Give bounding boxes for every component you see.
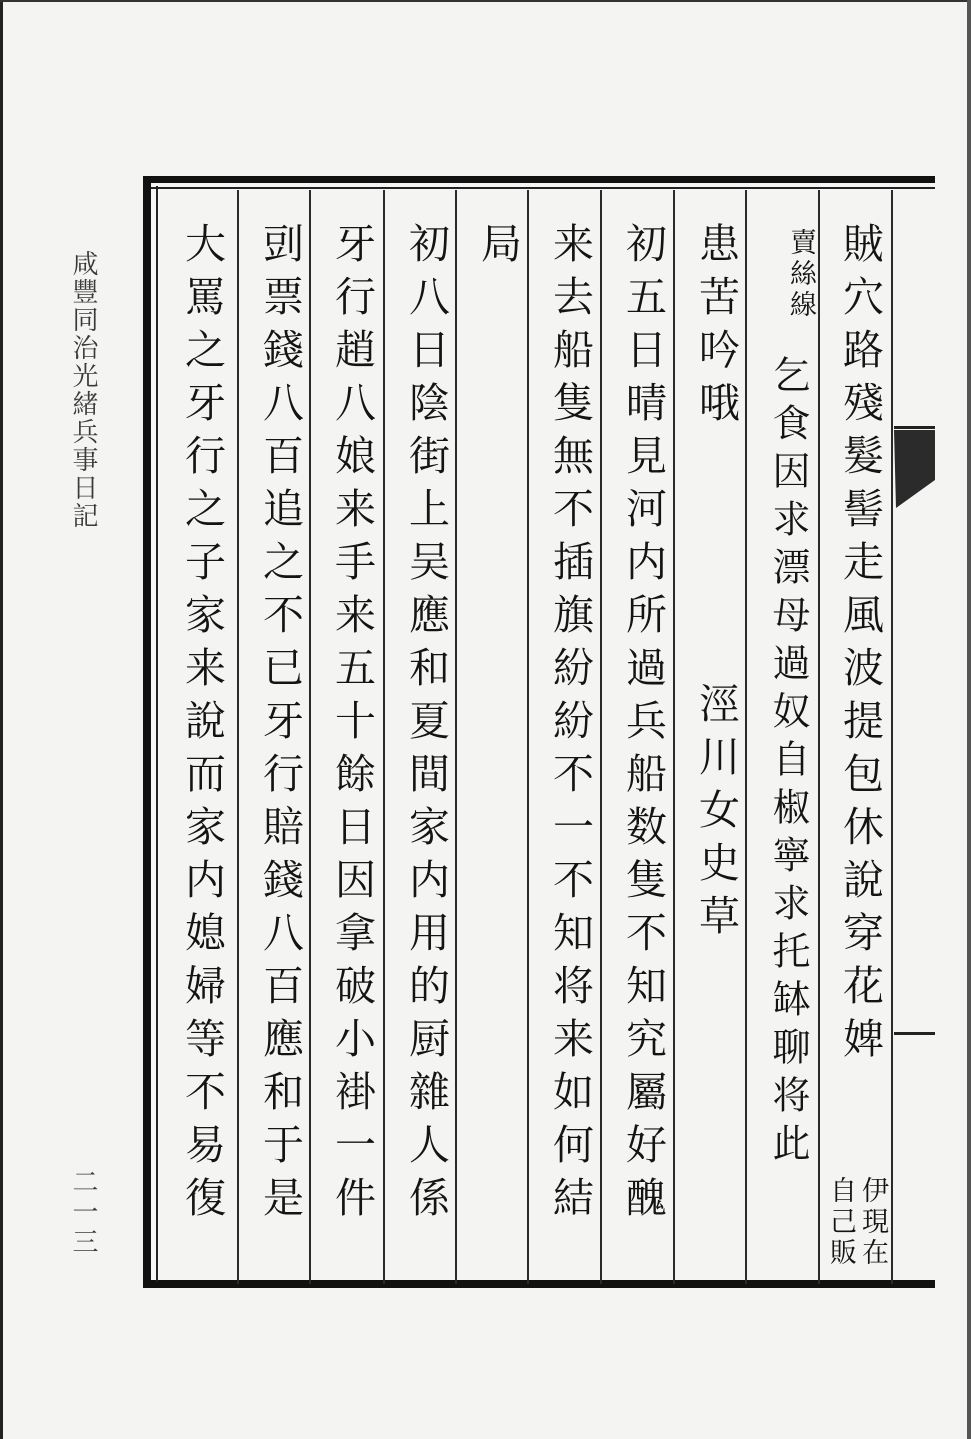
column-rule <box>600 190 602 1284</box>
text-column-8: 牙行趙八娘来手来五十餘日因拿破小褂一件 <box>328 222 376 1229</box>
text-column-3: 患苦吟哦 <box>692 222 740 434</box>
annotation-note: 賣絲線 <box>785 228 816 321</box>
column-rule <box>673 190 675 1284</box>
text-column-2: 乞食因求漂母過奴自椒寧求托缽聊将此 <box>766 355 810 1171</box>
text-column-10: 大罵之牙行之子家来說而家内媳婦等不易復 <box>178 222 226 1229</box>
column-rule <box>237 190 239 1284</box>
page-number: 二一三 <box>68 1168 98 1258</box>
annotation-note: 伊現在自己販 <box>825 1176 888 1269</box>
attribution: 涇川女史草 <box>692 682 740 947</box>
page-edge <box>0 0 3 1439</box>
text-column-4: 初五日晴見河内所過兵船数隻不知究屬好醜 <box>619 222 667 1229</box>
text-column-5: 来去船隻無不插旗紛紛不一不知将来如何結 <box>546 222 594 1229</box>
book-title: 咸豐同治光緒兵事日記 <box>68 250 98 530</box>
text-column-1: 賊穴路殘髮髻走風波提包休說穿花婢 <box>836 222 884 1070</box>
fishtail-rule-bottom <box>894 1032 935 1035</box>
frame-border-top-inner <box>143 187 935 189</box>
page-edge-top <box>0 0 971 2</box>
page-edge-right <box>967 0 971 1439</box>
column-rule <box>383 190 385 1284</box>
column-rule <box>891 190 893 1284</box>
text-column-7: 初八日陰街上吴應和夏間家内用的厨雜人係 <box>402 222 450 1229</box>
frame-border-left <box>143 176 151 1288</box>
text-column-6: 局 <box>474 222 522 275</box>
frame-border-top <box>143 176 935 183</box>
text-column-9: 剅票錢八百追之不已牙行賠錢八百應和于是 <box>256 222 304 1229</box>
column-rule <box>818 190 820 1284</box>
frame-border-left-inner <box>156 186 158 1282</box>
fishtail-mark <box>894 418 935 508</box>
